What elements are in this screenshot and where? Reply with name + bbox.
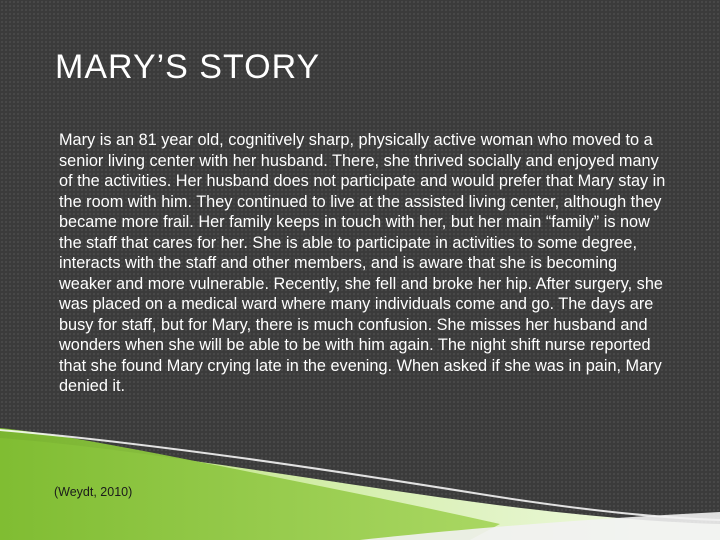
- slide-title: MARY’S STORY: [55, 48, 321, 86]
- story-paragraph: Mary is an 81 year old, cognitively sharp, physically active woman who moved to a senior living center with her husband. There, she thrived socially and enjoyed many of the activities. Her husband does not participate and would prefer that Mary stay in the room with him. They continued to live at the assisted living center, although they became more frail. Her family keeps in touch with her, but her main “family” is now the staff that cares for her. She is able to participate in activities to some degree, interacts with the staff and other members, and is aware that she is becoming weaker and more vulnerable. Recently, she fell and broke her hip. After surgery, she was placed on a medical ward where many individuals come and go. The days are busy for staff, but for Mary, there is much confusion. She misses her husband and wonders when she will be able to be with him again. The night shift nurse reported that she found Mary crying late in the evening. When asked if she was in pain, Mary denied it.: [59, 131, 666, 395]
- citation: (Weydt, 2010): [54, 485, 133, 499]
- green-band: [0, 428, 500, 540]
